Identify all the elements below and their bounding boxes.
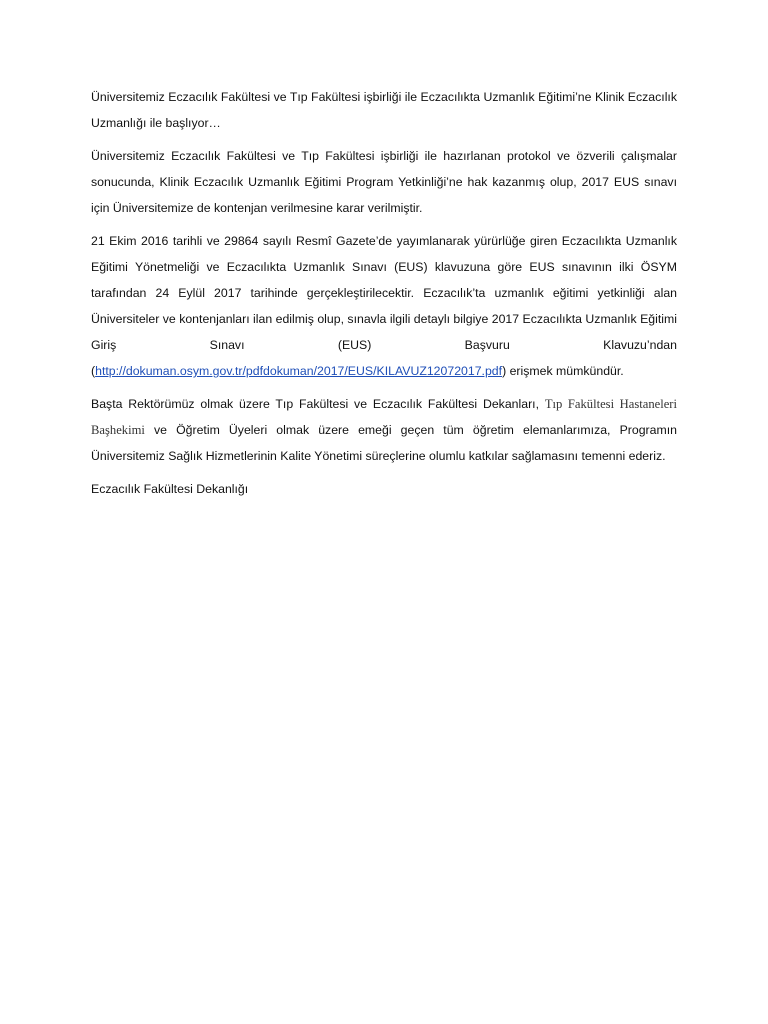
thanks-hospital-chief: Tıp Fakültesi Hastaneleri Başhekimi — [91, 397, 677, 437]
signature: Eczacılık Fakültesi Dekanlığı — [91, 482, 249, 496]
exam-info-text: 21 Ekim 2016 tarihli ve 29864 sayılı Resmî Gazete’de yayımlanarak yürürlüğe giren Eczacılıkta Uzmanlık Eğitimi Yönetmeliği ve Eczacılıkta Uzmanlık Sınavı (EUS) klavuzuna göre EUS sınavının ilki ÖSYM tarafından 24 Eylül 2017 tarihinde gerçekleştirilecektir. Eczacılık’ta uzmanlık eğitimi yetkinliği alan Üniversiteler ve kontenjanları ilan edilmiş olup, sınavla ilgili detaylı bilgiye 2017 Eczacılıkta Uzmanlık Eğitimi Giriş Sınavı (EUS) Başvuru Klavuzu’ndan ( — [91, 234, 677, 378]
paragraph-thanks — [91, 391, 677, 469]
eus-guide-link[interactable]: http://dokuman.osym.gov.tr/pdfdokuman/2017/EUS/KILAVUZ12072017.pdf — [95, 364, 503, 378]
thanks-text-end: ve Öğretim Üyeleri olmak üzere emeği geçen tüm öğretim elemanlarımıza, Programın Üniversitemiz Sağlık Hizmetlerinin Kalite Yönetimi süreçlerine olumlu katkılar sağlamasını temenni ederiz. — [91, 423, 677, 463]
paragraph-program-qualification: Üniversitemiz Eczacılık Fakültesi ve Tıp Fakültesi işbirliği ile hazırlanan protokol ve özverili çalışmalar sonucunda, Klinik Eczacılık Uzmanlık Eğitimi Program Yetkinliği’ne hak kazanmış olup, 2017 EUS sınavı için Üniversitemize de kontenjan verilmesine karar verilmiştir. — [91, 149, 677, 215]
paragraph-intro: Üniversitemiz Eczacılık Fakültesi ve Tıp Fakültesi işbirliği ile Eczacılıkta Uzmanlık Eğitimi’ne Klinik Eczacılık Uzmanlığı ile başlıyor… — [91, 90, 677, 130]
thanks-text-start: Başta Rektörümüz olmak üzere Tıp Fakültesi ve Eczacılık Fakültesi Dekanları, — [91, 397, 545, 411]
document-body — [91, 84, 677, 509]
exam-info-tail: ) erişmek mümkündür. — [502, 364, 624, 378]
paragraph-exam-info — [91, 228, 677, 384]
